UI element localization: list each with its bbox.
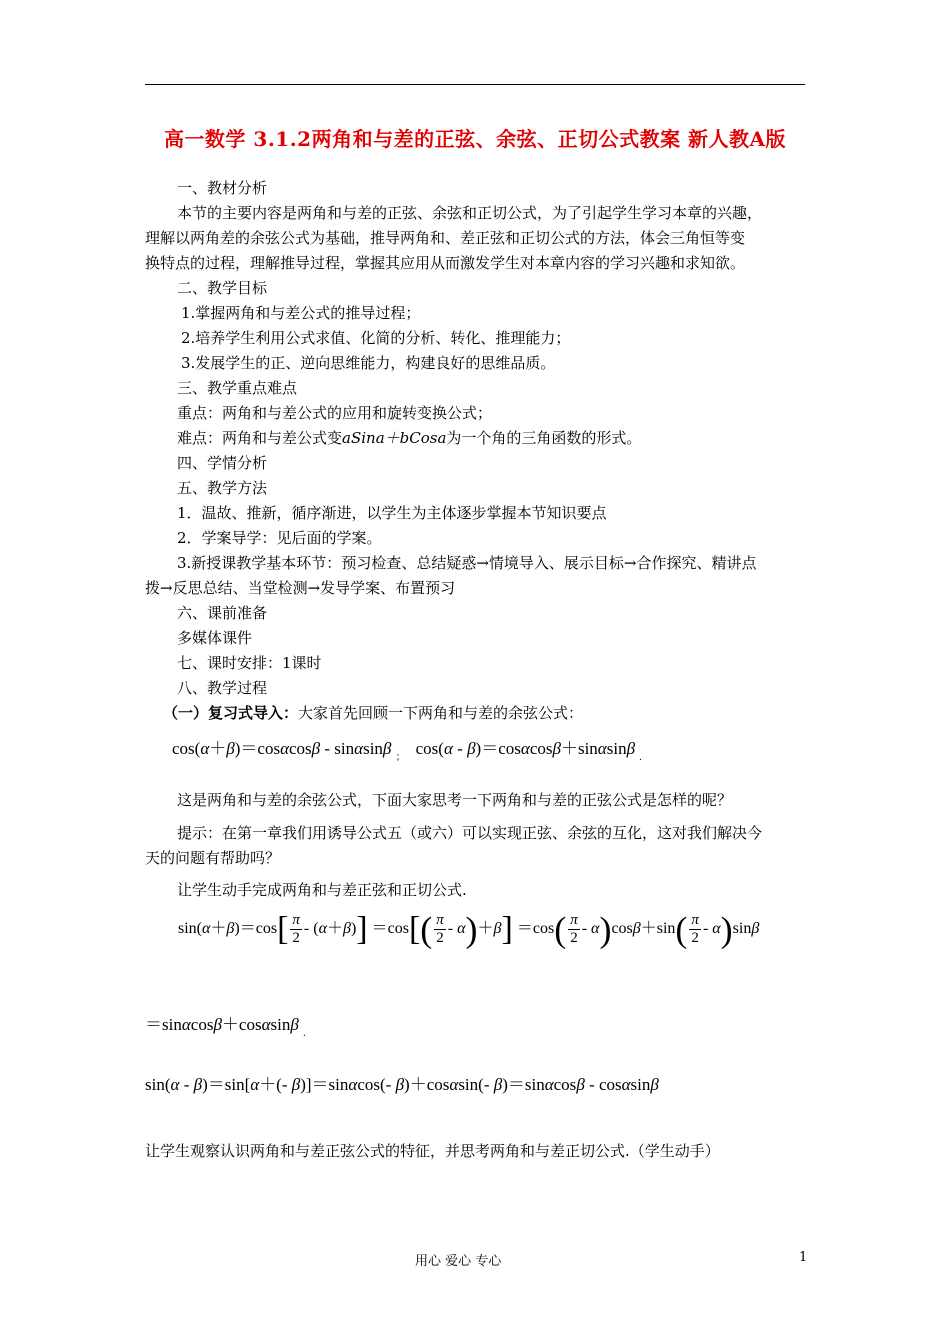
step-1-text: 大家首先回顾一下两角和与差的余弦公式： — [298, 704, 584, 722]
task-text: 让学生动手完成两角和与差正弦和正切公式. — [177, 881, 467, 899]
method-item: 1．温故、推新，循序渐进，以学生为主体逐步掌握本节知识要点 — [177, 504, 607, 522]
method-item-cont: 拨→反思总结、当堂检测→发导学案、布置预习 — [145, 579, 456, 597]
key-point: 重点：两角和与差公式的应用和旋转变换公式； — [177, 404, 493, 422]
method-item: 2．学案导学：见后面的学案。 — [177, 529, 382, 547]
difficult-point-text: 难点：两角和与差公式变 — [177, 429, 343, 447]
section-heading-1: 一、教材分析 — [177, 179, 268, 197]
formula-sine-sum-result: ＝sinαcosβ＋cosαsinβ $_.$ — [145, 1015, 306, 1039]
method-item: 3.新授课教学基本环节：预习检查、总结疑惑→情境导入、展示目标→合作探究、精讲点 — [177, 554, 757, 572]
page-number: 1 — [799, 1250, 808, 1265]
hint-text-cont: 天的问题有帮助吗？ — [145, 849, 281, 867]
page-footer: 用心 爱心 专心 — [415, 1254, 502, 1269]
header-rule — [145, 84, 805, 85]
section-heading-8: 八、教学过程 — [177, 679, 268, 697]
fraction-pi-over-2: $\frac{\pi}{2}$ — [292, 912, 300, 946]
paragraph-line: 理解以两角差的余弦公式为基础，推导两角和、差正弦和正切公式的方法，体会三角恒等变 — [145, 229, 746, 247]
paragraph-line: 本节的主要内容是两角和与差的正弦、余弦和正切公式，为了引起学生学习本章的兴趣， — [177, 204, 763, 222]
section-heading-4: 四、学情分析 — [177, 454, 268, 472]
section-heading-7: 七、课时安排：1课时 — [177, 654, 322, 672]
formula-sine-sum-derivation: sin(α＋β)＝cos[ $\frac{\pi}{2}$ - (α＋β)] ＝cos[( $\frac{\pi}{2}$ - α)＋β] ＝cos( $\frac{\pi}{2}$ - α)cosβ＋sin( $\frac{\pi}{2}$ - α)sinβ — [178, 909, 760, 950]
difficult-point-expression: aSina＋bCosa — [342, 429, 447, 447]
observe-text: 让学生观察认识两角和与差正弦公式的特征，并思考两角和与差正切公式.（学生动手） — [145, 1142, 720, 1160]
formula-end: . — [639, 752, 642, 763]
preparation-text: 多媒体课件 — [177, 629, 253, 647]
section-heading-3: 三、教学重点难点 — [177, 379, 298, 397]
fraction-pi-over-2: $\frac{\pi}{2}$ — [570, 912, 578, 946]
document-title: 高一数学 3.1.2两角和与差的正弦、余弦、正切公式教案 新人教A版 — [163, 127, 787, 151]
fraction-pi-over-2: $\frac{\pi}{2}$ — [436, 912, 444, 946]
goal-item: 1.掌握两角和与差公式的推导过程； — [181, 304, 421, 322]
formula-cosine-sum-diff: cos(α＋β)＝cosαcosβ - sinαsinβ $_;$ cos(α - β)＝cosαcosβ＋sinαsinβ $_.$ — [172, 739, 642, 763]
goal-item: 3.发展学生的正、逆向思维能力，构建良好的思维品质。 — [181, 354, 556, 372]
fraction-pi-over-2: $\frac{\pi}{2}$ — [691, 912, 699, 946]
formula-sine-diff-derivation: sin(α - β)＝sin[α＋(- β)]＝sinαcos(- β)＋cosαsin(- β)＝sinαcosβ - cosαsinβ — [145, 1075, 659, 1094]
formula-end: . — [303, 1028, 306, 1039]
formula-separator: ； — [395, 752, 406, 763]
section-heading-6: 六、课前准备 — [177, 604, 268, 622]
section-heading-5: 五、教学方法 — [177, 479, 268, 497]
difficult-point — [177, 428, 807, 448]
step-1 — [163, 703, 828, 723]
section-heading-2: 二、教学目标 — [177, 279, 268, 297]
paragraph-line: 换特点的过程，理解推导过程，掌握其应用从而激发学生对本章内容的学习兴趣和求知欲。 — [145, 254, 746, 272]
goal-item: 2.培养学生利用公式求值、化简的分析、转化、推理能力； — [181, 329, 571, 347]
question-text: 这是两角和与差的余弦公式，下面大家思考一下两角和与差的正弦公式是怎样的呢？ — [177, 791, 733, 809]
step-1-label: （一）复习式导入： — [163, 704, 299, 722]
hint-text: 提示：在第一章我们用诱导公式五（或六）可以实现正弦、余弦的互化，这对我们解决今 — [177, 824, 763, 842]
difficult-point-text-end: 为一个角的三角函数的形式。 — [446, 429, 642, 447]
